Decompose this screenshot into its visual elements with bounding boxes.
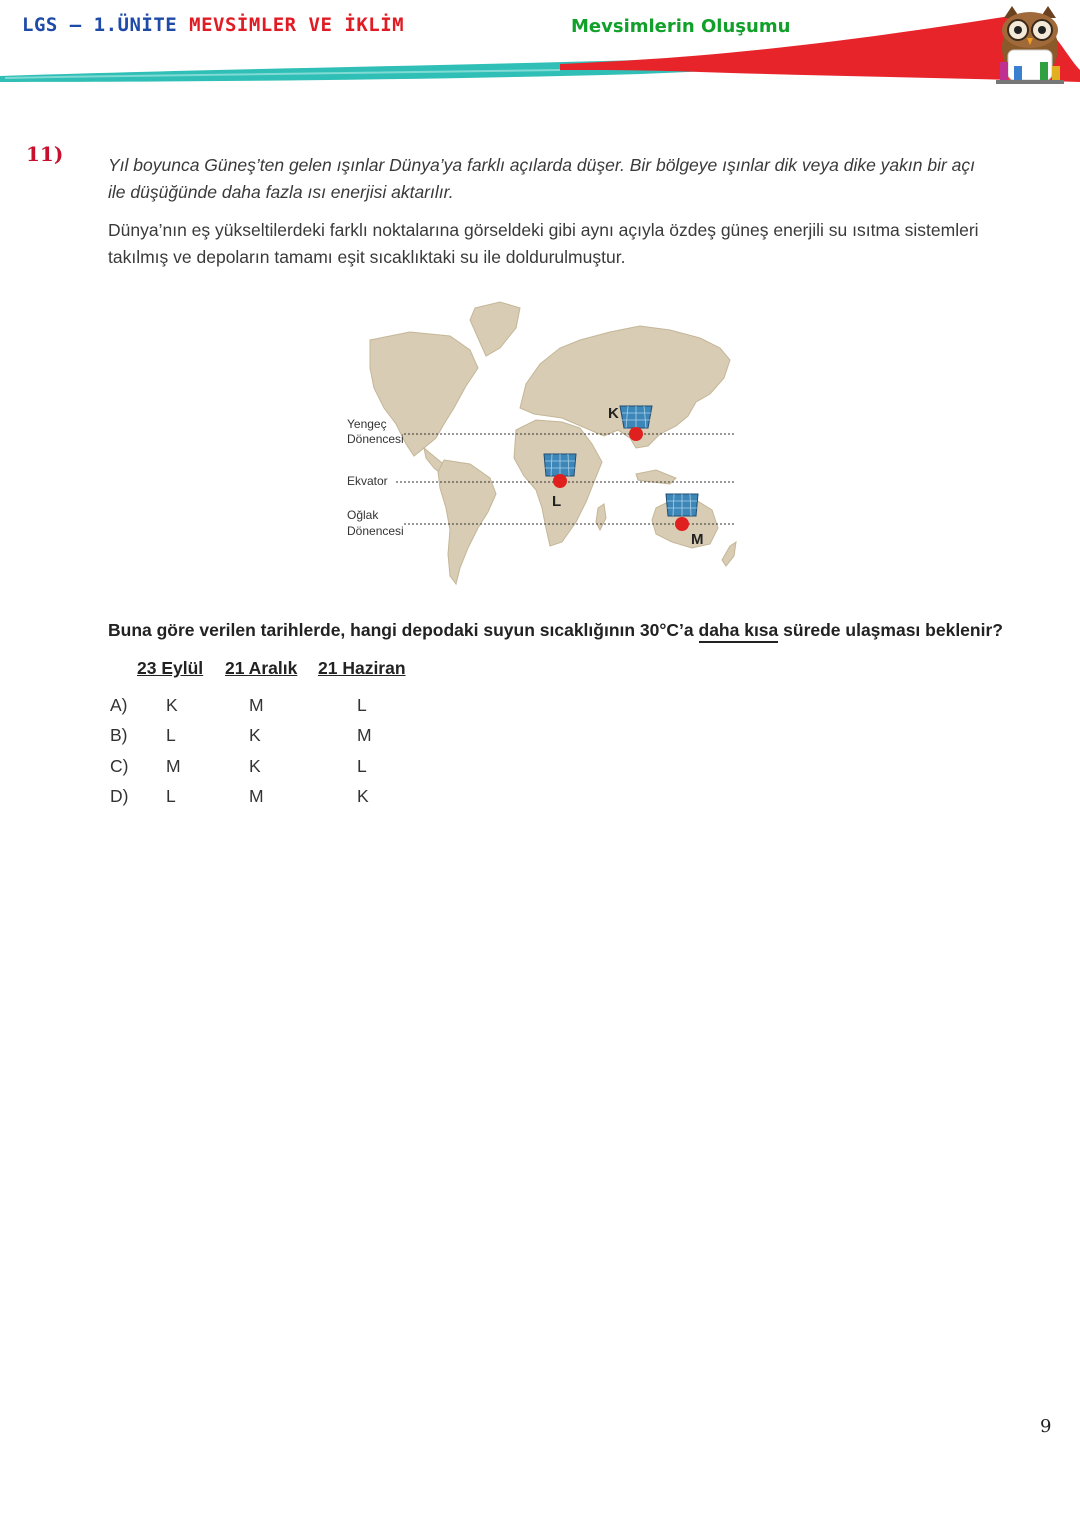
option-value: K [357,786,369,806]
option-value: M [249,786,264,806]
header-topic: Mevsimlerin Oluşumu [571,16,791,37]
option-value: K [249,756,261,776]
option-label: C) [110,756,129,776]
header-unit: MEVSİMLER VE İKLİM [189,14,405,36]
header-prefix: LGS – 1.ÜNİTE [22,14,178,36]
tropic-of-cancer-label-1: Yengeç [347,417,387,431]
option-d[interactable] [0,786,500,814]
option-b[interactable] [0,725,500,753]
column-header-eylul: 23 Eylül [137,658,204,678]
option-c[interactable] [0,756,500,784]
option-value: L [166,725,176,745]
option-value: M [249,695,264,715]
tropic-of-capricorn-label-1: Oğlak [347,508,379,522]
question-prompt [108,620,1003,641]
madagascar-shape [596,504,606,530]
option-value: K [166,695,178,715]
marker-l-label: L [552,493,562,510]
marker-k-label: K [608,405,619,422]
equator-label: Ekvator [347,474,388,488]
prompt-underlined: daha kısa [699,620,779,643]
option-value: L [357,695,367,715]
option-a[interactable] [0,695,500,723]
option-label: A) [110,695,128,715]
marker-m-label: M [691,531,704,548]
option-label: D) [110,786,129,806]
prompt-after: sürede ulaşması beklenir? [778,620,1003,640]
question-intro: Dünya’nın eş yükseltilerdeki farklı noktalarına görseldeki gibi aynı açıyla özdeş güneş enerjili su ısıtma sistemleri takılmış ve depoların tamamı eşit sıcaklıktaki su ile doldurulmuştur. [108,220,979,267]
question-intro-italic: Yıl boyunca Güneş’ten gelen ışınlar Dünya’ya farklı açılarda düşer. Bir bölgeye ışınlar dik veya dike yakın bir açı ile düşüğünde daha fazla ısı enerjisi aktarılır. [108,155,976,202]
tropic-of-cancer-label-2: Dönencesi [347,432,404,446]
prompt-before: Buna göre verilen tarihlerde, hangi depodaki suyun sıcaklığının 30°C’a [108,620,699,640]
option-value: M [357,725,372,745]
option-label: B) [110,725,128,745]
option-value: K [249,725,261,745]
greenland-shape [470,302,520,356]
option-value: L [166,786,176,806]
owl-scientist-mascot [990,0,1070,86]
new-zealand-shape [722,542,736,566]
world-map [340,298,740,590]
column-header-haziran: 21 Haziran [318,658,406,678]
tropic-of-capricorn-label-2: Dönencesi [347,524,404,538]
option-value: M [166,756,181,776]
column-header-aralik: 21 Aralık [225,658,298,678]
option-value: L [357,756,367,776]
south-america-shape [438,460,496,584]
header-unit-title [22,14,404,36]
page-number: 9 [1040,1416,1052,1437]
question-number: 11) [26,142,64,166]
page-header [0,0,1080,90]
